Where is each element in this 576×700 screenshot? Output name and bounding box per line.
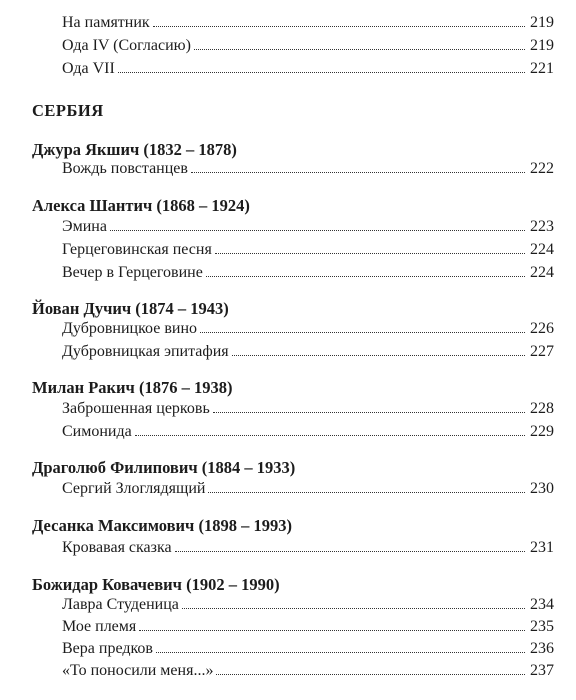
toc-entry <box>62 341 554 363</box>
dotted-leader <box>191 171 525 173</box>
entry-page-number: 224 <box>530 264 554 281</box>
author-heading: Десанка Максимович (1898 – 1993) <box>32 516 292 535</box>
toc-entry <box>62 262 554 284</box>
entry-title: Лавра Студеница <box>62 596 179 613</box>
dotted-leader <box>153 25 525 27</box>
entry-page-number: 223 <box>530 218 554 235</box>
entry-title: Дубровницкое вино <box>62 320 198 337</box>
toc-entry <box>62 478 554 500</box>
toc-entry <box>62 58 554 80</box>
dotted-leader <box>175 550 525 552</box>
dotted-leader <box>118 71 525 73</box>
dotted-leader <box>139 629 525 631</box>
entry-title: «То поносили меня...» <box>62 662 214 679</box>
toc-entry <box>62 660 554 682</box>
dotted-leader <box>216 673 525 675</box>
entry-page-number: 228 <box>530 400 554 417</box>
entry-page-number: 219 <box>530 14 554 31</box>
dotted-leader <box>135 434 525 436</box>
entry-title: Мое племя <box>62 618 137 635</box>
toc-entry <box>62 594 554 616</box>
author-heading: Алекса Шантич (1868 – 1924) <box>32 196 250 215</box>
entry-title: Ода IV (Согласию) <box>62 37 191 54</box>
entry-title: Симонида <box>62 423 132 440</box>
entry-title: Кровавая сказка <box>62 539 172 556</box>
entry-page-number: 219 <box>530 37 554 54</box>
dotted-leader <box>215 252 525 254</box>
dotted-leader <box>232 354 525 356</box>
author-heading: Божидар Ковачевич (1902 – 1990) <box>32 575 280 594</box>
entry-title: Эмина <box>62 218 107 235</box>
entry-page-number: 230 <box>530 480 554 497</box>
entry-title: Заброшенная церковь <box>62 400 210 417</box>
entry-title: Вечер в Герцеговине <box>62 264 203 281</box>
author-heading: Драголюб Филипович (1884 – 1933) <box>32 458 296 477</box>
toc-entry <box>62 398 554 420</box>
dotted-leader <box>110 229 525 231</box>
dotted-leader <box>200 331 525 333</box>
dotted-leader <box>206 275 525 277</box>
toc-entry <box>62 537 554 559</box>
entry-page-number: 222 <box>530 160 554 177</box>
entry-page-number: 224 <box>530 241 554 258</box>
entry-page-number: 229 <box>530 423 554 440</box>
author-heading: Милан Ракич (1876 – 1938) <box>32 378 233 397</box>
toc-entry <box>62 216 554 238</box>
toc-entry <box>62 616 554 638</box>
entry-page-number: 234 <box>530 596 554 613</box>
entry-title: Герцеговинская песня <box>62 241 212 258</box>
section-heading: СЕРБИЯ <box>32 101 104 120</box>
author-heading: Йован Дучич (1874 – 1943) <box>32 299 229 318</box>
dotted-leader <box>194 48 525 50</box>
entry-page-number: 226 <box>530 320 554 337</box>
toc-entry <box>62 638 554 660</box>
toc-entry <box>62 318 554 340</box>
entry-page-number: 237 <box>530 662 554 679</box>
dotted-leader <box>182 607 525 609</box>
entry-page-number: 221 <box>530 60 554 77</box>
entry-page-number: 231 <box>530 539 554 556</box>
entry-page-number: 235 <box>530 618 554 635</box>
toc-entry <box>62 421 554 443</box>
entry-title: Сергий Злоглядящий <box>62 480 206 497</box>
dotted-leader <box>213 411 525 413</box>
toc-entry <box>62 239 554 261</box>
entry-title: Вождь повстанцев <box>62 160 188 177</box>
dotted-leader <box>208 491 525 493</box>
entry-page-number: 227 <box>530 343 554 360</box>
entry-title: На памятник <box>62 14 150 31</box>
entry-title: Вера предков <box>62 640 153 657</box>
toc-entry <box>62 35 554 57</box>
dotted-leader <box>156 651 525 653</box>
entry-title: Ода VII <box>62 60 115 77</box>
entry-title: Дубровницкая эпитафия <box>62 343 229 360</box>
author-heading: Джура Якшич (1832 – 1878) <box>32 140 237 159</box>
toc-entry <box>62 12 554 34</box>
toc-entry <box>62 158 554 180</box>
entry-page-number: 236 <box>530 640 554 657</box>
